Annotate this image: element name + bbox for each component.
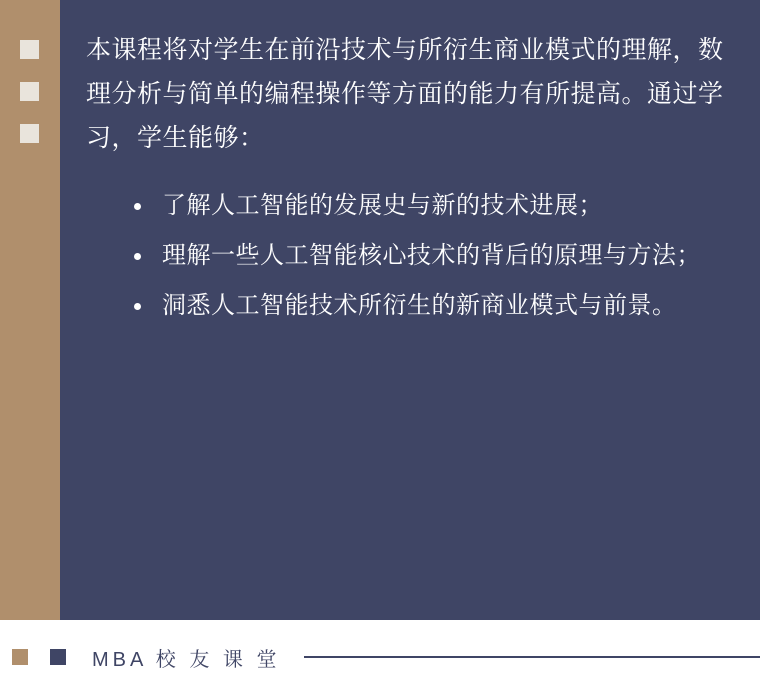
footer-square-tan-icon (12, 649, 28, 665)
decorative-square-group (20, 40, 40, 166)
footer-content (0, 642, 760, 672)
list-item: 洞悉人工智能技术所衍生的新商业模式与前景。 (130, 284, 738, 328)
slide-footer (0, 620, 760, 688)
decorative-square-icon (20, 124, 39, 143)
list-item: 了解人工智能的发展史与新的技术进展； (130, 184, 738, 228)
content-panel (60, 0, 760, 620)
footer-square-navy-icon (50, 649, 66, 665)
left-accent-band (0, 0, 60, 620)
footer-title: MBA 校 友 课 堂 (92, 648, 281, 671)
list-item: 理解一些人工智能核心技术的背后的原理与方法； (130, 234, 738, 278)
decorative-square-icon (20, 40, 39, 59)
footer-divider (304, 656, 760, 658)
decorative-square-icon (20, 82, 39, 101)
objectives-list (86, 184, 738, 328)
lead-paragraph: 本课程将对学生在前沿技术与所衍生商业模式的理解，数理分析与简单的编程操作等方面的能力有所提高。通过学习，学生能够： (86, 36, 724, 152)
